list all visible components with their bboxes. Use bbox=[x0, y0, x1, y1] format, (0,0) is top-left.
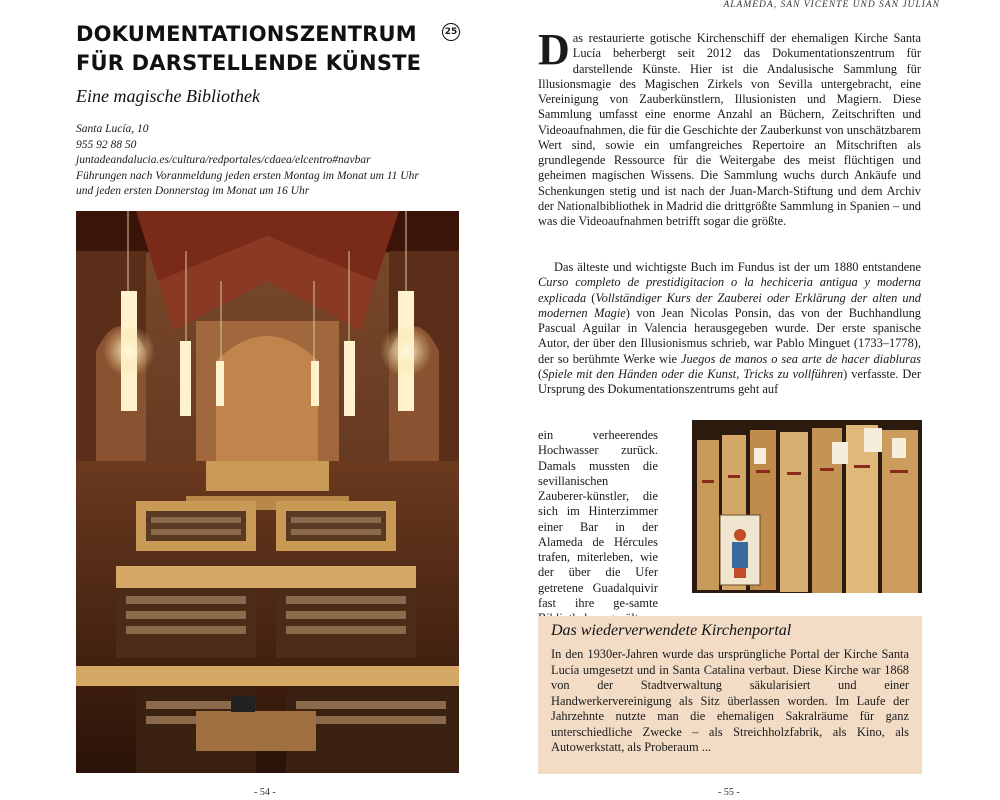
book-title-de: Vollständiger Kurs der Zauberei oder Erklärung der alten und modernen Magie bbox=[538, 290, 921, 320]
address: Santa Lucía, 10 bbox=[76, 123, 149, 135]
page-title bbox=[76, 20, 421, 78]
p2-part: ) verfasste. Der Ursprung des Dokumentationszentrums geht auf bbox=[538, 366, 921, 396]
book-title-es: Curso completo de prestidigitacion o la hechiceria antigua y moderna explicada bbox=[538, 275, 921, 305]
page-number-right: - 55 - bbox=[718, 787, 740, 798]
library-interior-illustration bbox=[76, 211, 459, 773]
info-block bbox=[76, 122, 419, 200]
book-title-de-2: Spiele mit den Händen oder die Kunst, Tricks zu vollführen bbox=[542, 366, 844, 381]
books-illustration bbox=[692, 420, 922, 593]
paragraph-2 bbox=[538, 260, 921, 397]
sidebar-box-text: In den 1930er-Jahren wurde das ursprüngliche Portal der Kirche Santa Lucía umgesetzt und in Santa Catalina verbaut. Diese Kirche war 1868 von der Stadtverwaltung säkularisiert und einer Handwerkervereinigung als Sitz überlassen worden. Im Laufe der Jahrzehnte nutzte man die ehemaligen Sakralräume für ganz unterschiedliche Zwecke – als Streichholzfabrik, als Kino, als Autowerkstatt, als Proberaum ... bbox=[551, 647, 909, 754]
p2-part: ( bbox=[538, 366, 543, 381]
title-line-1: DOKUMENTATIONSZENTRUM bbox=[76, 22, 417, 46]
sidebar-box-title: Das wiederverwendete Kirchenportal bbox=[551, 622, 792, 639]
tours-line-2: und jeden ersten Donnerstag im Monat um 16 Uhr bbox=[76, 185, 310, 197]
book-title-es-2: Juegos de manos o sea arte de hacer diabluras bbox=[680, 351, 921, 366]
drop-cap: D bbox=[538, 25, 570, 74]
paragraph-1 bbox=[538, 25, 921, 229]
entry-number-badge: 25 bbox=[442, 23, 460, 41]
paragraph-1-text: as restaurierte gotische Kirchenschiff der ehemaligen Kirche Santa Lucía beherbergt seit 2012 das Dokumentationszentrum für darstellende Künste. Hier ist die Andalusische Sammlung für Illusionsmagie des Magischen Zirkels von Sevilla untergebracht, eine Vereinigung von Zauberkünstlern, Illusionisten und Magiern. Diese Sammlung umfasst eine enorme Anzahl an Büchern, Zeitschriften und Videoaufnahmen, die für die Geschichte der Zauberkunst von unschätzbarem Wert sind, sowie ein umfangreiches Repertoire an Mitschriften als grundlegende Ressource für die Weitergabe des meist flüchtigen und geheimen magischen Wissens. Die Sammlung wuchs durch Ankäufe und Schenkungen stetig und ist nach der Juan-March-Stiftung und dem Archiv der Nationalbibliothek in Madrid die drittgrößte Sammlung in Spanien – und was die Videoaufnahmen betrifft sogar die größte. bbox=[538, 31, 921, 228]
books-archive-photo bbox=[692, 420, 922, 593]
p2-part: ( bbox=[586, 290, 596, 305]
website-link[interactable]: juntadeandalucia.es/cultura/redportales/cdaea/elcentro#navbar bbox=[76, 154, 371, 166]
paragraph-3: ein verheerendes Hochwasser zurück. Damals mussten die sevillanischen Zauberer-künstler, die sich im Hinterzimmer einer Bar in der Alameda de Hércules trafen, miterleben, wie der über die Ufer getretene Guadalquivir fast ihre ge-samte bbox=[538, 428, 658, 610]
library-interior-photo bbox=[76, 211, 459, 773]
subtitle: Eine magische Bibliothek bbox=[76, 86, 260, 106]
phone: 955 92 88 50 bbox=[76, 138, 137, 151]
page-number-left: - 54 - bbox=[254, 787, 276, 798]
running-head: ALAMEDA, SAN VICENTE UND SAN JULIÁN bbox=[723, 0, 940, 10]
p2-part: Das älteste und wichtigste Buch im Fundus ist der um 1880 entstandene bbox=[554, 260, 921, 274]
tours-line-1: Führungen nach Voranmeldung jeden ersten Montag im Monat um 11 Uhr bbox=[76, 169, 419, 182]
p2-part: ) von Jean Nicolas Ponsin, das von der Buchhandlung Pascual Aguilar in Valencia herausgegeben wurde. Der erste spanische Autor, der über den Illusionismus schrieb, war Pablo Minguet (1733–1778), der so berühmte Werke wie bbox=[538, 305, 921, 366]
title-line-2: FÜR DARSTELLENDE KÜNSTE bbox=[76, 51, 422, 75]
